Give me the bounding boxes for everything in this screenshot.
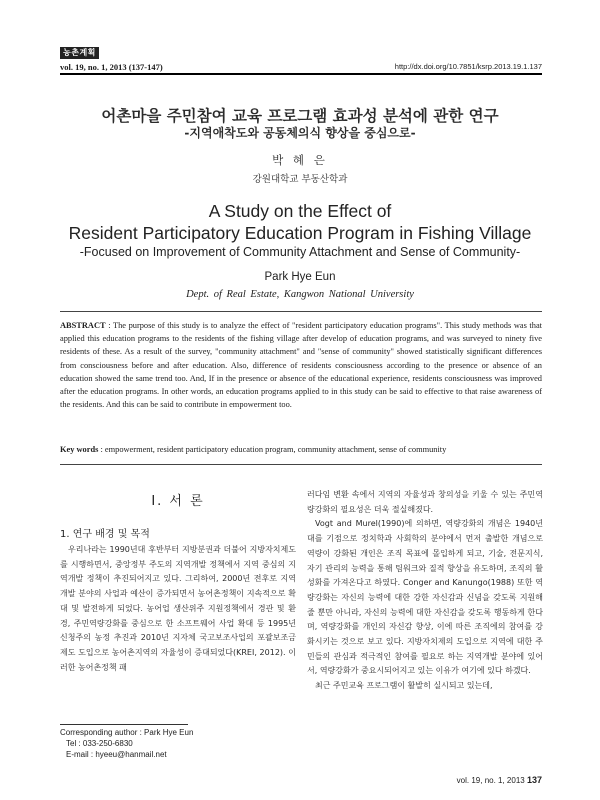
author-email[interactable]: E-mail : hyeeu@hanmail.net [66, 750, 167, 759]
korean-title: 어촌마을 주민참여 교육 프로그램 효과성 분석에 관한 연구 [101, 107, 499, 125]
footer-volume: vol. 19, no. 1, 2013 [456, 776, 525, 785]
korean-author: 박 혜 은 [272, 153, 328, 167]
page-number: 137 [526, 775, 542, 785]
volume-info: vol. 19, no. 1, 2013 (137-147) [60, 62, 163, 72]
body-paragraph: 러다임 변환 속에서 지역의 자율성과 창의성을 키울 수 있는 주민역량강화의 필요성은 더욱 절실해졌다. [307, 490, 543, 514]
journal-logo: 농촌계획 [60, 47, 99, 59]
abstract-label: ABSTRACT [60, 321, 106, 330]
author-tel: Tel : 033-250-6830 [66, 739, 133, 748]
keywords-bottom-rule [60, 464, 542, 465]
header-rule [60, 73, 542, 75]
doi-link[interactable]: http://dx.doi.org/10.7851/ksrp.2013.19.1.137 [394, 62, 542, 71]
english-author: Park Hye Eun [264, 271, 336, 283]
corresponding-author: Corresponding author : Park Hye Eun [60, 728, 194, 737]
footnote [60, 727, 193, 760]
keywords-label: Key words [60, 445, 99, 454]
footnote-rule [60, 724, 188, 725]
keywords-text: : empowerment, resident participatory education program, community attachment, sense of community [98, 445, 447, 454]
section-heading: I. 서 론 [151, 494, 205, 509]
body-paragraph: 최근 주민교육 프로그램이 활발히 실시되고 있는데, [315, 681, 493, 691]
abstract [60, 319, 542, 411]
english-title-line1: A Study on the Effect of [208, 201, 392, 221]
abstract-text: : The purpose of this study is to analyze the effect of "resident participatory education programs". This study methods was that applied this education programs to the residents of the fishing village after develop of education programs, and was surveyed to ninety five residents of these. As a result of the survey, "community attachment" and "sense of community" showed statistically significant differences from consciousness before and after education. Also, difference of residents consciousness according to the presence or absence of an education showed the same trend too. And, If in the presence or absence of the educational experience, residents consciousness was improved after the education programs. In other words, an education programs applied to in this study can be said to effective to that raise awareness of the residents. And this can be said to contribute in empowerment too. [60, 321, 542, 410]
page-footer [457, 775, 542, 785]
body-paragraph: 우리나라는 1990년대 후반부터 지방분권과 더불어 지방자치제도를 시행하면서, 중앙정부 주도의 지역개발 정책에서 지역 중심의 지역개발 정책이 추진되어지고 있다. 그리하여, 2000년 전후로 지역개발 분야의 사업과 예산이 증가되면서 농어촌정책이 지속적으로 확대 및 발전하게 되었다. 농어업 생산위주 지원정책에서 경관 및 환경, 주민역량강화를 중심으로 한 소프트웨어 사업 확대 등 1995년 신청주의 농정 추진과 2010년 지자체 국고보조사업의 포괄보조금제도 도입으로 농어촌지역의 자율성이 증대되었다(KREI, 2012). 이러한 농어촌정책 패 [60, 545, 296, 672]
english-subtitle: -Focused on Improvement of Community Attachment and Sense of Community- [79, 245, 521, 259]
body-paragraph: Vogt and Murel(1990)에 의하면, 역량강화의 개념은 1940년대를 기점으로 정치학과 사회학의 분야에서 먼저 출발한 개념으로 역량이 강화된 개인은 조직 목표에 몰입하게 되고, 기술, 전문지식, 자기 관리의 능력을 통해 팀워크와 질적 향상을 유도하며, 조직의 활성화를 가져온다고 하였다. Conger and Kanungo(1988) 또한 역량강화는 자신의 능력에 대한 강한 자신감과 신념을 갖도록 지원해줄 뿐만 아니라, 자신의 능력에 대한 자신감을 갖도록 행동하게 한다며, 역량강화를 개인의 자신감 향상, 이에 따른 조직에의 참여를 강화시키는 것으로 보고 있다. 지방자치제의 도입으로 지역에 대한 주민들의 관심과 적극적인 참여를 필요로 하는 지역개발 분야에 있어서, 역량강화가 중요시되어지고 있는 이유가 여기에 있다 하겠다. [307, 519, 543, 676]
abstract-top-rule [60, 311, 542, 312]
left-column-body [60, 543, 296, 675]
english-title-line2: Resident Participatory Education Program in Fishing Village [68, 223, 532, 243]
right-column-body [307, 488, 543, 694]
subsection-heading: 1. 연구 배경 및 목적 [60, 529, 150, 540]
korean-subtitle: -지역애착도와 공동체의식 향상을 중심으로- [184, 126, 416, 140]
english-affiliation: Dept. of Real Estate, Kangwon National University [186, 289, 414, 300]
keywords [60, 445, 542, 454]
korean-affiliation: 강원대학교 부동산학과 [252, 174, 348, 185]
